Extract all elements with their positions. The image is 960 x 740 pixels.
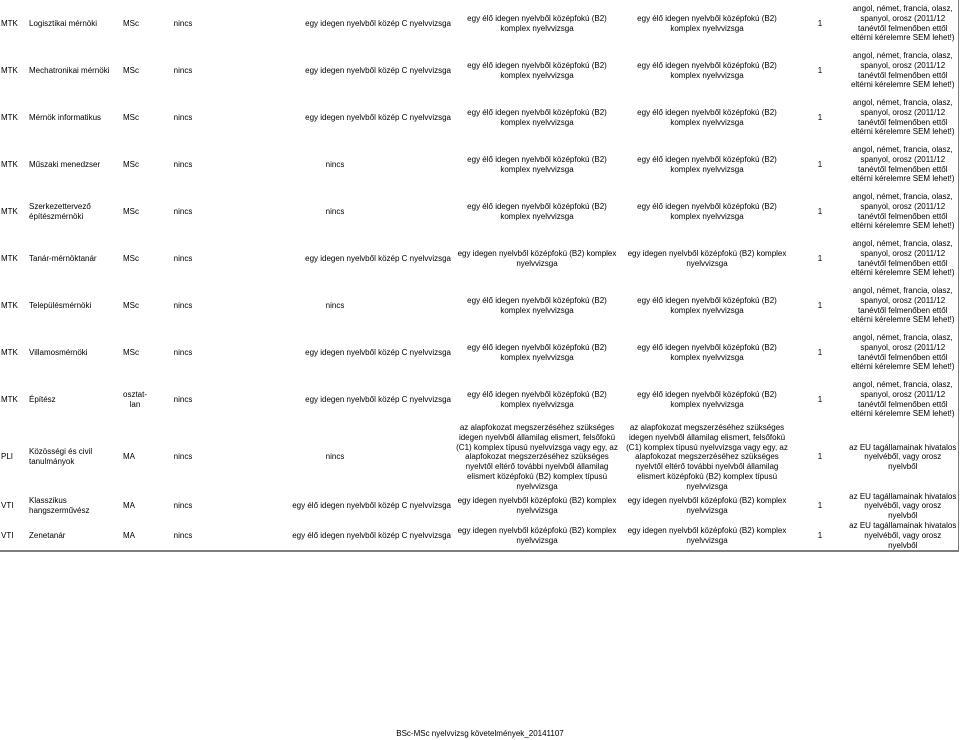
- prerequisite-cell: nincs: [173, 394, 193, 404]
- exit-requirement-alt-cell: egy élő idegen nyelvből középfokú (B2) komplex nyelvvizsga: [637, 201, 777, 221]
- table-row: [0, 47, 958, 94]
- exam-count-cell: 1: [817, 347, 823, 357]
- entry-requirement-cell: egy idegen nyelvből közép C nyelvvizsga: [305, 65, 451, 75]
- level-cell: MA: [123, 501, 135, 511]
- exit-requirement-cell: egy élő idegen nyelvből középfokú (B2) komplex nyelvvizsga: [467, 201, 607, 221]
- exam-count-cell: 1: [817, 300, 823, 310]
- faculty-cell: VTI: [1, 530, 14, 540]
- entry-requirement-cell: egy idegen nyelvből közép C nyelvvizsga: [305, 347, 451, 357]
- prerequisite-cell: nincs: [173, 65, 193, 75]
- exit-requirement-cell: egy idegen nyelvből középfokú (B2) komplex nyelvvizsga: [457, 525, 617, 545]
- program-name-cell: Mechatronikai mérnöki: [29, 65, 110, 75]
- accepted-languages-cell: az EU tagállamainak hivatalos nyelvéből, vagy orosz nyelvből: [849, 491, 957, 521]
- faculty-cell: MTK: [1, 18, 18, 28]
- entry-requirement-cell: egy idegen nyelvből közép C nyelvvizsga: [305, 394, 451, 404]
- prerequisite-cell: nincs: [173, 253, 193, 263]
- accepted-languages-cell: angol, német, francia, olasz, spanyol, orosz (2011/12 tanévtől felmenőben ettől eltérni kérelemre SEM lehet!): [850, 97, 955, 137]
- level-cell: MSc: [123, 65, 139, 75]
- table-row: [0, 141, 958, 188]
- faculty-cell: PLI: [1, 452, 14, 462]
- exit-requirement-alt-cell: egy élő idegen nyelvből középfokú (B2) komplex nyelvvizsga: [637, 295, 777, 315]
- accepted-languages-cell: angol, német, francia, olasz, spanyol, orosz (2011/12 tanévtől felmenőben ettől eltérni kérelemre SEM lehet!): [850, 144, 955, 184]
- level-cell: MSc: [123, 206, 139, 216]
- exam-count-cell: 1: [817, 452, 823, 462]
- prerequisite-cell: nincs: [173, 112, 193, 122]
- program-name-cell: Műszaki menedzser: [29, 159, 101, 169]
- exam-count-cell: 1: [817, 65, 823, 75]
- accepted-languages-cell: az EU tagállamainak hivatalos nyelvéből, vagy orosz nyelvből: [849, 442, 957, 472]
- entry-requirement-cell: nincs: [325, 206, 345, 216]
- accepted-languages-cell: angol, német, francia, olasz, spanyol, orosz (2011/12 tanévtől felmenőben ettől eltérni kérelemre SEM lehet!): [850, 332, 955, 372]
- exit-requirement-cell: egy élő idegen nyelvből középfokú (B2) komplex nyelvvizsga: [467, 295, 607, 315]
- entry-requirement-cell: egy idegen nyelvből közép C nyelvvizsga: [305, 18, 451, 28]
- exit-requirement-alt-cell: egy idegen nyelvből középfokú (B2) komplex nyelvvizsga: [627, 248, 787, 268]
- exit-requirement-alt-cell: egy idegen nyelvből középfokú (B2) komplex nyelvvizsga: [627, 496, 787, 516]
- table-row: [0, 521, 958, 551]
- table-row: [0, 492, 958, 521]
- level-cell: MA: [123, 530, 135, 540]
- table-row: [0, 329, 958, 376]
- exit-requirement-cell: egy élő idegen nyelvből középfokú (B2) komplex nyelvvizsga: [467, 154, 607, 174]
- prerequisite-cell: nincs: [173, 300, 193, 310]
- exam-count-cell: 1: [817, 18, 823, 28]
- faculty-cell: MTK: [1, 159, 18, 169]
- document-footer: BSc-MSc nyelvvizsg követelmények_20141107: [396, 729, 564, 738]
- level-label: osztat- lan: [123, 389, 148, 409]
- table-row: [0, 94, 958, 141]
- faculty-cell: MTK: [1, 253, 18, 263]
- level-cell: MSc: [123, 253, 139, 263]
- exam-count-cell: 1: [817, 501, 823, 511]
- exam-count-cell: 1: [817, 112, 823, 122]
- program-name-cell: Zenetanár: [29, 530, 66, 540]
- faculty-cell: MTK: [1, 347, 18, 357]
- exit-requirement-cell: egy élő idegen nyelvből középfokú (B2) komplex nyelvvizsga: [467, 60, 607, 80]
- exit-requirement-alt-cell: az alapfokozat megszerzéséhez szükséges idegen nyelvből államilag elismert, felsőfokú (C1) komplex típusú nyelvvizsga vagy egy, az alapfokozat megszerzéséhez szükséges nyelvtől eltérő további nyelvből államilag elismert középfokú (B2) komplex típusú nyelvvizsga: [626, 423, 788, 491]
- table-row: [0, 188, 958, 235]
- prerequisite-cell: nincs: [173, 452, 193, 462]
- exam-count-cell: 1: [817, 394, 823, 404]
- prerequisite-cell: nincs: [173, 206, 193, 216]
- level-cell: MSc: [123, 112, 139, 122]
- exit-requirement-alt-cell: egy élő idegen nyelvből középfokú (B2) komplex nyelvvizsga: [637, 107, 777, 127]
- faculty-cell: MTK: [1, 300, 18, 310]
- level-cell: MSc: [123, 159, 139, 169]
- program-name-cell: Klasszikus hangszerművész: [29, 496, 90, 516]
- program-name-cell: Mérnök informatikus: [29, 112, 102, 122]
- prerequisite-cell: nincs: [173, 530, 193, 540]
- table-row: [0, 235, 958, 282]
- exam-count-cell: 1: [817, 530, 823, 540]
- program-name-cell: Tanár-mérnöktanár: [29, 253, 97, 263]
- accepted-languages-cell: angol, német, francia, olasz, spanyol, orosz (2011/12 tanévtől felmenőben ettől eltérni kérelemre SEM lehet!): [850, 50, 955, 90]
- level-cell: MSc: [123, 300, 139, 310]
- program-name-cell: Közösségi és civil tanulmányok: [29, 447, 93, 467]
- entry-requirement-cell: nincs: [325, 300, 345, 310]
- exit-requirement-cell: egy élő idegen nyelvből középfokú (B2) komplex nyelvvizsga: [467, 107, 607, 127]
- program-name-cell: Villamosmérnöki: [29, 347, 88, 357]
- faculty-cell: MTK: [1, 394, 18, 404]
- level-cell: MSc: [123, 18, 139, 28]
- entry-requirement-cell: nincs: [325, 159, 345, 169]
- program-name-cell: Logisztikai mérnöki: [29, 18, 98, 28]
- exit-requirement-cell: az alapfokozat megszerzéséhez szükséges idegen nyelvből államilag elismert, felsőfokú (C1) komplex típusú nyelvvizsga vagy egy, az alapfokozat megszerzéséhez szükséges nyelvtől eltérő további nyelvből államilag elismert középfokú (B2) komplex típusú nyelvvizsga: [456, 423, 618, 491]
- program-name-cell: Településmérnöki: [29, 300, 92, 310]
- prerequisite-cell: nincs: [173, 501, 193, 511]
- accepted-languages-cell: angol, német, francia, olasz, spanyol, orosz (2011/12 tanévtől felmenőben ettől eltérni kérelemre SEM lehet!): [850, 3, 955, 43]
- accepted-languages-cell: angol, német, francia, olasz, spanyol, orosz (2011/12 tanévtől felmenőben ettől eltérni kérelemre SEM lehet!): [850, 191, 955, 231]
- exit-requirement-cell: egy élő idegen nyelvből középfokú (B2) komplex nyelvvizsga: [467, 389, 607, 409]
- program-name-cell: Szerkezettervező építészmérnöki: [29, 201, 91, 221]
- faculty-cell: VTI: [1, 501, 14, 511]
- program-name-cell: Építész: [29, 394, 56, 404]
- faculty-cell: MTK: [1, 112, 18, 122]
- table-row: [0, 0, 958, 47]
- prerequisite-cell: nincs: [173, 347, 193, 357]
- exit-requirement-alt-cell: egy élő idegen nyelvből középfokú (B2) komplex nyelvvizsga: [637, 154, 777, 174]
- faculty-cell: MTK: [1, 65, 18, 75]
- level-cell: [122, 376, 148, 423]
- table-row: [0, 376, 958, 423]
- entry-requirement-cell: egy idegen nyelvből közép C nyelvvizsga: [305, 112, 451, 122]
- exit-requirement-alt-cell: egy élő idegen nyelvből középfokú (B2) komplex nyelvvizsga: [637, 389, 777, 409]
- entry-requirement-cell: egy idegen nyelvből közép C nyelvvizsga: [305, 253, 451, 263]
- exit-requirement-alt-cell: egy élő idegen nyelvből középfokú (B2) komplex nyelvvizsga: [637, 60, 777, 80]
- exit-requirement-alt-cell: egy élő idegen nyelvből középfokú (B2) komplex nyelvvizsga: [637, 13, 777, 33]
- prerequisite-cell: nincs: [173, 18, 193, 28]
- table-row: [0, 282, 958, 329]
- exit-requirement-cell: egy idegen nyelvből középfokú (B2) komplex nyelvvizsga: [457, 496, 617, 516]
- accepted-languages-cell: angol, német, francia, olasz, spanyol, orosz (2011/12 tanévtől felmenőben ettől eltérni kérelemre SEM lehet!): [850, 285, 955, 325]
- exit-requirement-cell: egy idegen nyelvből középfokú (B2) komplex nyelvvizsga: [457, 248, 617, 268]
- entry-requirement-cell: egy élő idegen nyelvből közép C nyelvvizsga: [292, 501, 451, 511]
- entry-requirement-cell: nincs: [325, 452, 345, 462]
- exit-requirement-alt-cell: egy idegen nyelvből középfokú (B2) komplex nyelvvizsga: [627, 525, 787, 545]
- entry-requirement-cell: egy élő idegen nyelvből közép C nyelvvizsga: [292, 530, 451, 540]
- accepted-languages-cell: angol, német, francia, olasz, spanyol, orosz (2011/12 tanévtől felmenőben ettől eltérni kérelemre SEM lehet!): [850, 238, 955, 278]
- level-cell: MSc: [123, 347, 139, 357]
- table-row: [0, 423, 958, 492]
- level-cell: MA: [123, 452, 135, 462]
- exit-requirement-cell: egy élő idegen nyelvből középfokú (B2) komplex nyelvvizsga: [467, 13, 607, 33]
- accepted-languages-cell: az EU tagállamainak hivatalos nyelvéből, vagy orosz nyelvből: [849, 520, 957, 550]
- exam-count-cell: 1: [817, 253, 823, 263]
- exit-requirement-cell: egy élő idegen nyelvből középfokú (B2) komplex nyelvvizsga: [467, 342, 607, 362]
- prerequisite-cell: nincs: [173, 159, 193, 169]
- exit-requirement-alt-cell: egy élő idegen nyelvből középfokú (B2) komplex nyelvvizsga: [637, 342, 777, 362]
- exam-count-cell: 1: [817, 206, 823, 216]
- faculty-cell: MTK: [1, 206, 18, 216]
- accepted-languages-cell: angol, német, francia, olasz, spanyol, orosz (2011/12 tanévtől felmenőben ettől eltérni kérelemre SEM lehet!): [850, 379, 955, 419]
- exam-count-cell: 1: [817, 159, 823, 169]
